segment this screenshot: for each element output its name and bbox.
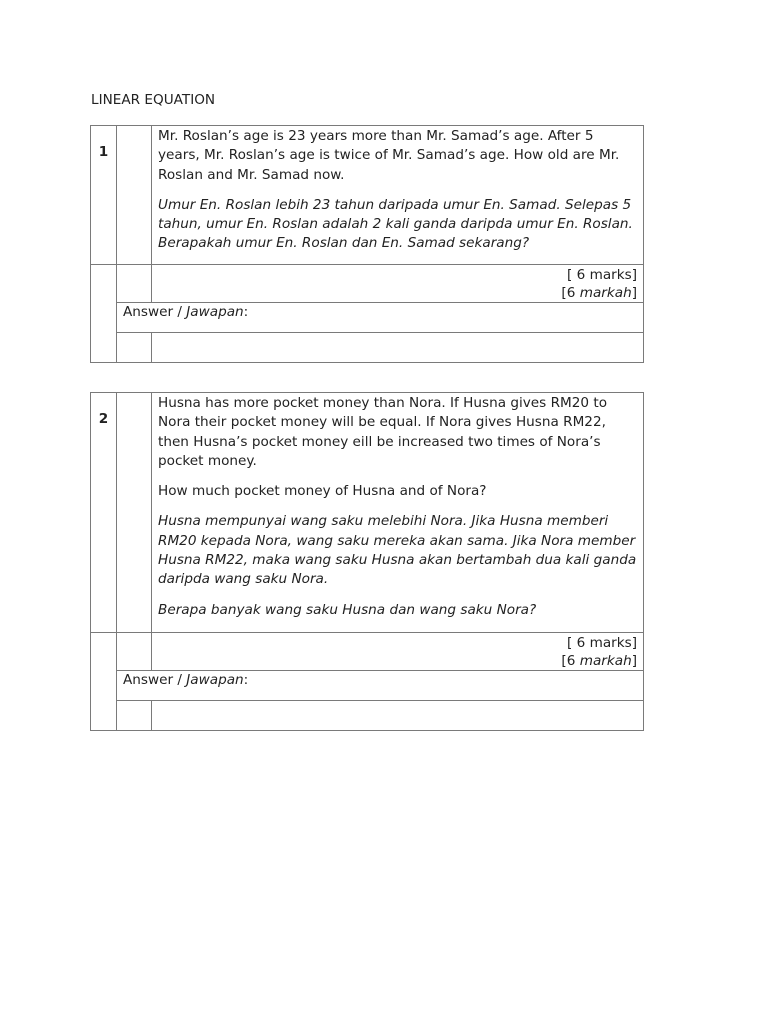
answer-label-malay: Jawapan (186, 672, 244, 688)
question-paragraph-malay: Husna mempunyai wang saku melebihi Nora. Jika Husna memberi RM20 kepada Nora, wang saku mereka akan sama. Jika Nora member Husna RM22, maka wang saku Husna akan bertambah dua kali ganda daripda wang saku Nora. (158, 513, 637, 588)
question-paragraph-malay: Berapa banyak wang saku Husna dan wang saku Nora? (158, 601, 537, 618)
blank-cell (117, 332, 152, 362)
answer-colon: : (243, 303, 249, 320)
question-paragraph: Husna has more pocket money than Nora. If Husna gives RM20 to Nora their pocket money will be equal. If Nora gives Husna RM22, then Husna’s pocket money eill be increased two times of Nora’s pocket money. (158, 395, 608, 469)
blank-cell (117, 264, 152, 302)
marks-malay-suffix: ] (631, 284, 637, 301)
answer-space[interactable] (152, 332, 644, 362)
blank-cell (117, 393, 152, 633)
blank-cell (117, 126, 152, 265)
question-text (152, 126, 644, 265)
answer-label-en: Answer / (123, 303, 187, 320)
question-paragraph: Mr. Roslan’s age is 23 years more than Mr. Samad’s age. After 5 years, Mr. Roslan’s age is twice of Mr. Samad’s age. How old are Mr. Roslan and Mr. Samad now. (158, 128, 620, 183)
question-number: 2 (91, 393, 117, 633)
answer-label (117, 302, 644, 332)
answer-label-malay: Jawapan (186, 303, 244, 320)
question-number: 1 (91, 126, 117, 265)
marks-malay-prefix: [6 (561, 653, 580, 669)
question-text (152, 393, 644, 633)
answer-label (117, 671, 644, 701)
blank-cell (91, 264, 117, 362)
blank-cell (117, 633, 152, 671)
marks-english: [ 6 marks] (566, 266, 637, 283)
marks-malay-suffix: ] (631, 653, 637, 669)
question-1-table (90, 125, 644, 363)
marks-cell (152, 633, 644, 671)
question-2-table (90, 392, 644, 731)
marks-cell (152, 264, 644, 302)
marks-malay (158, 284, 637, 302)
blank-cell (117, 701, 152, 731)
marks-malay-word: markah (579, 653, 632, 669)
answer-space[interactable] (152, 701, 644, 731)
marks-english: [ 6 marks] (566, 635, 637, 651)
question-paragraph: How much pocket money of Husna and of Nora? (158, 483, 487, 500)
answer-label-en: Answer / (123, 672, 187, 688)
question-paragraph-malay: Umur En. Roslan lebih 23 tahun daripada umur En. Samad. Selepas 5 tahun, umur En. Roslan adalah 2 kali ganda daripda umur En. Roslan. Berapakah umur En. Roslan dan En. Samad sekarang? (158, 196, 633, 252)
answer-colon: : (243, 672, 249, 688)
page-title: LINEAR EQUATION (91, 92, 216, 108)
blank-cell (91, 633, 117, 731)
marks-malay-prefix: [6 (561, 284, 580, 301)
marks-malay (158, 652, 637, 670)
marks-malay-word: markah (579, 284, 632, 301)
